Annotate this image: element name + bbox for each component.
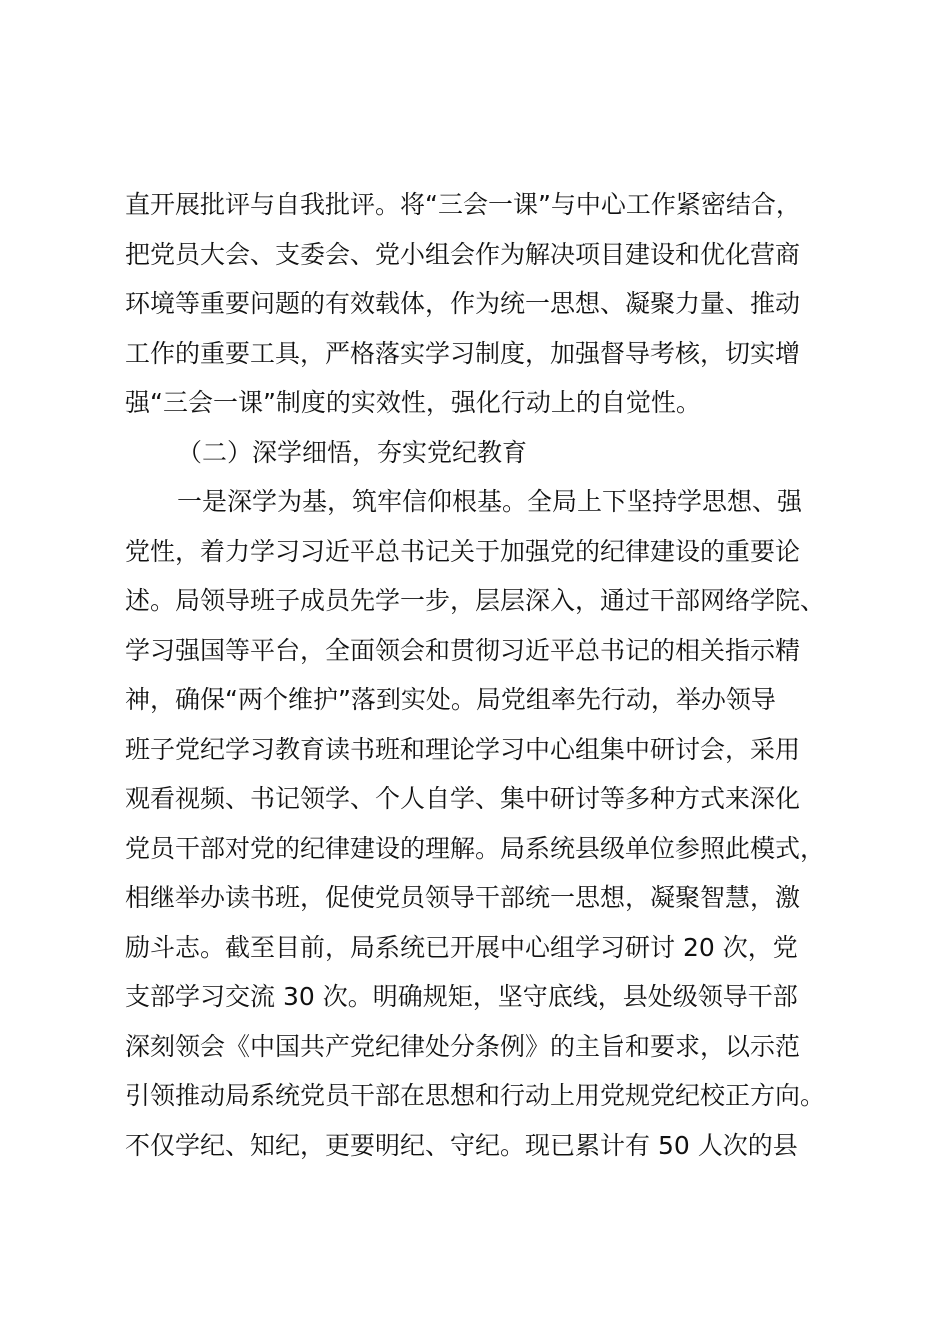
text-line: 神，确保“两个维护”落到实处。局党组率先行动，举办领导 bbox=[125, 685, 776, 714]
text-line: 学习强国等平台，全面领会和贯彻习近平总书记的相关指示精 bbox=[125, 635, 801, 665]
text-line: 引领推动局系统党员干部在思想和行动上用党规党纪校正方向。 bbox=[125, 1081, 826, 1110]
text-line: 强“三会一课”制度的实效性，强化行动上的自觉性。 bbox=[125, 388, 701, 417]
paragraph-first-line: 一是深学为基，筑牢信仰根基。全局上下坚持学思想、强 bbox=[177, 487, 803, 516]
text-line: 励斗志。截至目前，局系统已开展中心组学习研讨 20 次，党 bbox=[125, 932, 798, 962]
text-line: 支部学习交流 30 次。明确规矩，坚守底线，县处级领导干部 bbox=[125, 982, 798, 1011]
text-line: 不仅学纪、知纪，更要明纪、守纪。现已累计有 50 人次的县 bbox=[125, 1130, 798, 1160]
text-line: 环境等重要问题的有效载体，作为统一思想、凝聚力量、推动 bbox=[125, 289, 801, 318]
text-line: 深刻领会《中国共产党纪律处分条例》的主旨和要求，以示范 bbox=[125, 1031, 801, 1061]
text-line: 党员干部对党的纪律建设的理解。局系统县级单位参照此模式， bbox=[125, 833, 826, 863]
text-line: 述。局领导班子成员先学一步，层层深入，通过干部网络学院、 bbox=[125, 586, 826, 615]
text-line: 党性，着力学习习近平总书记关于加强党的纪律建设的重要论 bbox=[125, 536, 801, 566]
text-line: 直开展批评与自我批评。将“三会一课”与中心工作紧密结合， bbox=[125, 190, 801, 219]
text-line: 把党员大会、支委会、党小组会作为解决项目建设和优化营商 bbox=[125, 239, 801, 269]
text-line: 观看视频、书记领学、个人自学、集中研讨等多种方式来深化 bbox=[125, 784, 801, 813]
body-text bbox=[125, 180, 835, 1170]
text-line: 工作的重要工具，严格落实学习制度，加强督导考核，切实增 bbox=[125, 338, 801, 368]
section-heading: （二）深学细悟，夯实党纪教育 bbox=[177, 437, 528, 467]
text-line: 班子党纪学习教育读书班和理论学习中心组集中研讨会，采用 bbox=[125, 734, 801, 764]
text-line: 相继举办读书班，促使党员领导干部统一思想，凝聚智慧，激 bbox=[125, 883, 801, 912]
